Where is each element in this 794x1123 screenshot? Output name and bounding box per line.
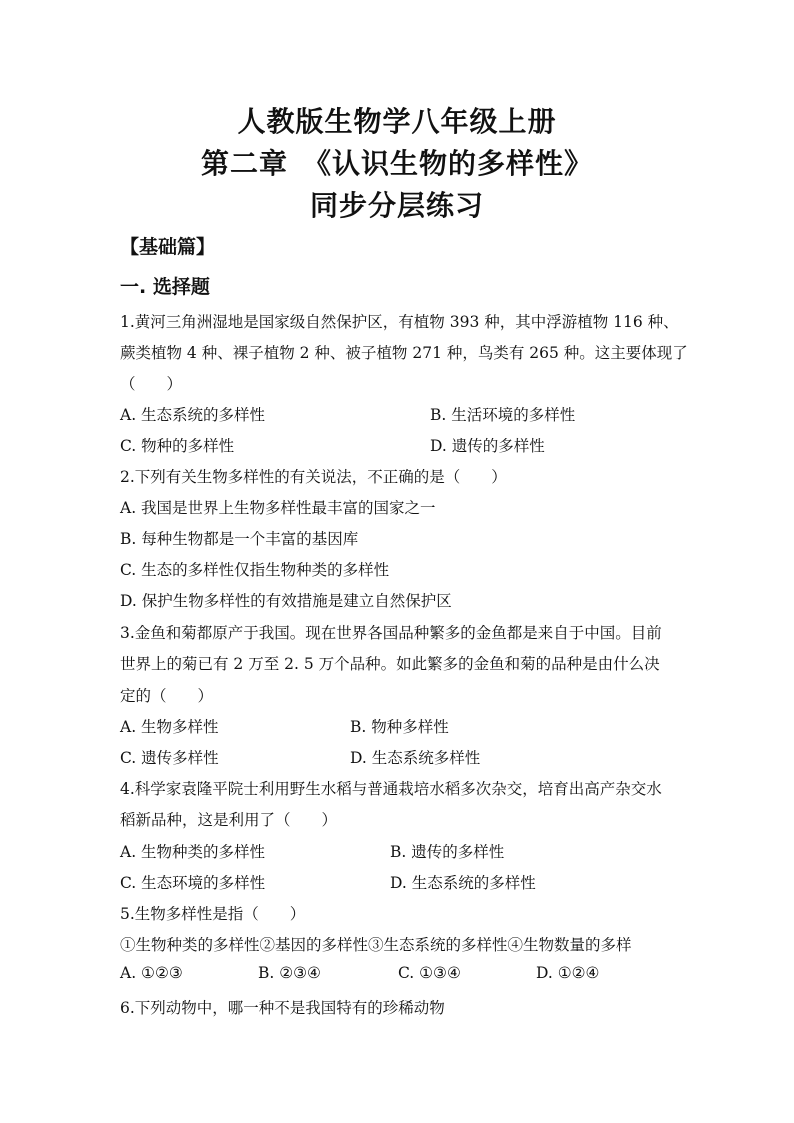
q2-option-c: C. 生态的多样性仅指生物种类的多样性 xyxy=(120,561,390,579)
q2-option-a: A. 我国是世界上生物多样性最丰富的国家之一 xyxy=(120,499,436,517)
q4-option-d: D. 生态系统的多样性 xyxy=(390,874,536,892)
exercise-title: 同步分层练习 xyxy=(309,189,484,222)
q2-option-b: B. 每种生物都是一个丰富的基因库 xyxy=(120,530,359,548)
q3-line-3: 定的（ ） xyxy=(120,687,214,705)
q4-option-b: B. 遗传的多样性 xyxy=(390,843,505,861)
q3-option-b: B. 物种多样性 xyxy=(350,718,449,736)
q1-line-2: 蕨类植物 4 种、裸子植物 2 种、被子植物 271 种，鸟类有 265 种。这主要体现了 xyxy=(120,344,688,362)
q1-option-b: B. 生活环境的多样性 xyxy=(430,406,576,424)
q4-option-c: C. 生态环境的多样性 xyxy=(120,874,266,892)
section-basic: 【基础篇】 xyxy=(120,236,216,258)
q1-line-1: 1.黄河三角洲湿地是国家级自然保护区，有植物 393 种，其中浮游植物 116 种、 xyxy=(120,313,679,331)
q6-line-1: 6.下列动物中，哪一种不是我国特有的珍稀动物 xyxy=(120,999,445,1017)
q3-line-2: 世界上的菊已有 2 万至 2. 5 万个品种。如此繁多的金鱼和菊的品种是由什么决 xyxy=(120,655,660,673)
chapter-title: 第二章 《认识生物的多样性》 xyxy=(200,147,593,180)
q5-option-c: C. ①③④ xyxy=(398,964,461,982)
q4-line-1: 4.科学家袁隆平院士利用野生水稻与普通栽培水稻多次杂交，培育出高产杂交水 xyxy=(120,780,662,798)
q3-option-a: A. 生物多样性 xyxy=(120,718,219,736)
q5-option-d: D. ①②④ xyxy=(536,964,600,982)
q1-line-3: （ ） xyxy=(120,375,183,393)
q3-line-1: 3.金鱼和菊都原产于我国。现在世界各国品种繁多的金鱼都是来自于中国。目前 xyxy=(120,624,662,642)
q1-option-a: A. 生态系统的多样性 xyxy=(120,406,266,424)
q5-line-1: 5.生物多样性是指（ ） xyxy=(120,905,306,923)
q3-option-d: D. 生态系统多样性 xyxy=(350,749,481,767)
section-choice: 一. 选择题 xyxy=(120,276,210,298)
q4-option-a: A. 生物种类的多样性 xyxy=(120,843,266,861)
q1-option-c: C. 物种的多样性 xyxy=(120,437,235,455)
q5-option-a: A. ①②③ xyxy=(120,964,183,982)
q5-line-2: ①生物种类的多样性②基因的多样性③生态系统的多样性④生物数量的多样 xyxy=(120,936,632,954)
q3-option-c: C. 遗传多样性 xyxy=(120,749,219,767)
q1-option-d: D. 遗传的多样性 xyxy=(430,437,545,455)
q4-line-2: 稻新品种，这是利用了（ ） xyxy=(120,811,338,829)
document-title: 人教版生物学八年级上册 xyxy=(237,105,557,138)
q2-line-1: 2.下列有关生物多样性的有关说法，不正确的是（ ） xyxy=(120,468,507,486)
q2-option-d: D. 保护生物多样性的有效措施是建立自然保护区 xyxy=(120,592,452,610)
q5-option-b: B. ②③④ xyxy=(258,964,321,982)
